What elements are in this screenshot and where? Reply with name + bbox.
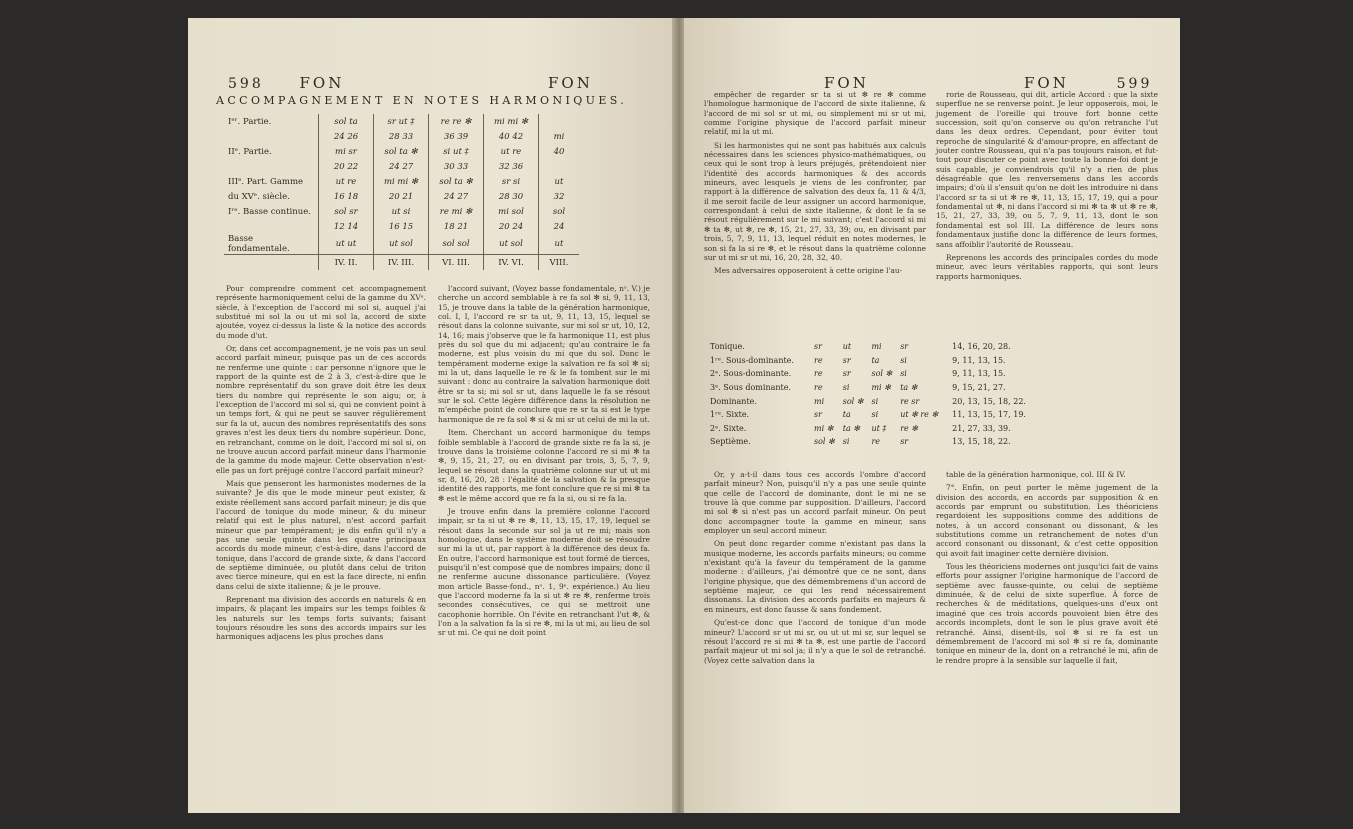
table-cell: 40 42	[484, 129, 539, 144]
table-row	[224, 159, 579, 174]
table-cell: mi sr	[319, 144, 374, 159]
table-cell: 9, 15, 21, 27.	[952, 383, 1006, 393]
table-cell: mi	[539, 129, 580, 144]
table-cell: ut	[842, 342, 852, 352]
table-cell: 12 14	[319, 219, 374, 234]
table-cell: 20 24	[484, 219, 539, 234]
row-label: 2ᵉ. Sous-dominante.	[710, 369, 792, 379]
row-label: 3ᵉ. Sous dominante.	[710, 383, 792, 393]
paragraph: Pour comprendre comment cet accompagnement représente harmoniquement celui de la gamme du XVᵉ. siècle, à l'exception de l'accord mi sol si, auquel j'ai substitué mi sol la ou ut mi sol la, accord de sixte ajoutée, voyez ci-dessus la liste & la notice des accords du mode d'ut.	[216, 284, 426, 340]
row-label	[224, 219, 319, 234]
table-cell: ut	[539, 174, 580, 189]
paragraph: empêcher de regarder sr ta si ut ✻ re ✻ comme l'homologue harmonique de l'accord de sixte italienne, & l'accord de mi sol sr ut mi, ou simplement mi sr ut mi, comme l'origine physique de l'accord parfait mineur relatif, mi la ut mi.	[704, 90, 926, 137]
row-label: Dominante.	[710, 396, 757, 406]
table-row	[224, 114, 579, 129]
table-cell: sr si	[484, 174, 539, 189]
table-cell: 20, 13, 15, 18, 22.	[952, 396, 1026, 406]
table-cell: ut si	[374, 204, 429, 219]
paragraph: Si les harmonistes qui ne sont pas habitués aux calculs nécessaires dans les sciences physico-mathématiques, ou ceux qui le sont trop à leurs préjugés, prétendoient nier l'identité des accords harmoniques & des accords mineurs, avec lesquels je viens de les confronter, par rapport à la différence de salvation des deux fa, 11 & 4/3, il me seroit facile de leur assigner un accord harmonique, correspondant à celui de sixte italienne, & dont le fa se résout régulièrement sur le mi suivant; c'est l'accord si mi ✻ ta ✻, ut ✻, re ✻, 15, 21, 27, 33, 39; ou, en divisant par trois, 5, 7, 9, 11, 13, lequel réduit en notes modernes, le son si fa la si re ✻, et le résout dans la quatrième colonne sur ut mi sr ut mi, 16, 20, 28, 32, 40.	[704, 140, 926, 262]
table-cell: 9, 11, 13, 15.	[952, 355, 1006, 365]
paragraph: Or, y a-t-il dans tous ces accords l'ombre d'accord parfait mineur? Non, puisqu'il n'y a pas une seule quinte que celle de l'accord de dominante, dont le mi ne se trouve là que comme par supposition. D'ailleurs, l'accord mi sol ✻ si n'est pas un accord parfait mineur. On peut donc accompagner toute la gamme en mineur, sans employer un seul accord mineur.	[704, 470, 926, 536]
table-cell: 24 26	[319, 129, 374, 144]
table-row	[706, 435, 1030, 449]
table-row	[224, 219, 579, 234]
row-label: Tonique.	[710, 342, 745, 352]
table-cell: mi mi ✻	[484, 114, 539, 129]
text-column	[216, 284, 426, 646]
table-cell: sol sol	[429, 234, 484, 255]
table-cell: 32 36	[484, 159, 539, 174]
table-cell: IV. VI.	[484, 255, 539, 271]
table-cell: ut ✻ re ✻	[900, 410, 939, 420]
paragraph: Qu'est-ce donc que l'accord de tonique d'un mode mineur? L'accord sr ut mi sr, ou ut ut mi sr, sur lequel se résout l'accord re si mi ✻ ta ✻, est une partie de l'accord parfait majeur ut mi sol ja; il n'y a que le sol de retranché. (Voyez cette salvation dans la	[704, 618, 926, 665]
row-label	[224, 129, 319, 144]
table-row	[224, 255, 579, 271]
paragraph: l'accord suivant, (Voyez basse fondamentale, nᵒ. V.) je cherche un accord semblable à re fa sol ✻ si, 9, 11, 13, 15, je trouve dans la table de la génération harmonique, col. I, I, l'accord re sr ta ut, 9, 11, 13, 15, lequel se résout dans la colonne suivante, sur mi sol sr ut, 10, 12, 14, 16; mais j'observe que le fa harmonique 11, est plus près du sol que du mi adjacent; qu'au contraire le fa moderne, est plus voisin du mi que du sol. Donc le tempérament moderne exige la salvation re fa sol ✻ si; mi la ut, dans laquelle le re & le fa tombent sur le mi suivant : donc au contraire la salvation harmonique doit être sr ta si; mi sol sr ut, dans laquelle le fa se résout sur le sol. Cette légère différence dans la résolution ne m'empêche point de conclure que re sr ta si est le type harmonique de re fa sol ✻ si & mi sr ut celui de mi la ut.	[438, 284, 650, 424]
table-cell: ut sol	[484, 234, 539, 255]
table-cell: sol sr	[319, 204, 374, 219]
row-label: IIIᵉ. Part. Gamme	[228, 176, 304, 187]
table-cell: si	[871, 410, 879, 420]
table-cell: 14, 16, 20, 28.	[952, 342, 1011, 352]
table-cell: sr	[814, 342, 822, 352]
table-cell: 20 22	[319, 159, 374, 174]
table-row	[706, 354, 1030, 368]
left-page	[188, 18, 674, 813]
table-cell: re mi ✻	[429, 204, 484, 219]
table-cell: 32	[539, 189, 580, 204]
running-head: FON	[548, 74, 593, 92]
table-cell: re	[814, 369, 823, 379]
table-cell: mi ✻	[871, 383, 891, 393]
table-cell: re sr	[900, 396, 920, 406]
table-cell: mi	[871, 342, 882, 352]
table-cell: si ut ‡	[429, 144, 484, 159]
table-row	[224, 204, 579, 219]
table-cell: 24 27	[374, 159, 429, 174]
table-cell: ta ✻	[842, 423, 860, 433]
paragraph: On peut donc regarder comme n'existant pas dans la musique moderne, les accords parfaits mineurs; ou comme n'existant qu'à la faveur du tempérament de la gamme moderne : d'ailleurs, j'ai démontré que ce ne sont, dans l'origine physique, que des démembremens d'un accord de septième majeur, ce qui les rend nécessairement dissonans. La division des accords parfaits en majeurs & en mineurs, est donc fausse & sans fondement.	[704, 539, 926, 614]
table-cell: 16 18	[319, 189, 374, 204]
table-cell: sol ta ✻	[429, 174, 484, 189]
table-row	[706, 367, 1030, 381]
table-cell: re	[814, 355, 823, 365]
table-row	[706, 340, 1030, 354]
paragraph: Mais que penseront les harmonistes modernes de la suivante? Je dis que le mode mineur peut exister, & existe réellement sans accord parfait mineur; je dis que l'accord de tonique du mode mineur, & du mineur relatif qui est le plus naturel, n'est accord parfait mineur que par tempérament; je dis enfin qu'il n'y a pas une seule quinte dans les quatre principaux accords du mode mineur, c'est-à-dire, dans l'accord de tonique, dans l'accord de grande sixte, & dans l'accord de septième diminuée, ou plutôt dans celui de triton avec tierce mineure, qui en est la face directe, ni enfin dans celui de sixte italienne; & je le prouve.	[216, 478, 426, 591]
row-label: Iʳᵉ. Basse continue.	[228, 206, 311, 217]
table-cell: ut ut	[319, 234, 374, 255]
table-cell: ut re	[484, 144, 539, 159]
row-label: du XVᵉ. siècle.	[228, 191, 290, 202]
table-cell: re re ✻	[429, 114, 484, 129]
table-cell: 20 21	[374, 189, 429, 204]
table-cell: mi ✻	[814, 423, 834, 433]
table-cell: 24 27	[429, 189, 484, 204]
table-cell: si	[842, 437, 850, 447]
paragraph: Tous les théoriciens modernes ont jusqu'ici fait de vains efforts pour assigner l'origine harmonique de l'accord de septième avec fausse-quinte, ou celui de septième diminuée, & de celui de sixte superflue. À force de recherches & de méditations, quelques-uns d'eux ont imaginé que ces trois accords pouvoient bien être des accords incomplets, dont le son le plus grave avoit été retranché. Ainsi, disent-ils, sol ✻ si re fa est un démembrement de l'accord mi sol ✻ si re fa, dominante tonique en mineur de la, dont on a retranché le mi, afin de le rendre propre à la sensible sur laquelle il fait,	[936, 562, 1158, 665]
table-row	[706, 381, 1030, 395]
table-cell: 9, 11, 13, 15.	[952, 369, 1006, 379]
table-row	[224, 234, 579, 255]
chord-table	[706, 340, 1030, 449]
right-page	[684, 18, 1180, 813]
page-number: 598	[228, 76, 264, 92]
paragraph: Je trouve enfin dans la première colonne l'accord impair, sr ta si ut ✻ re ✻, 11, 13, 15, 17, 19, lequel se résout dans la seconde sur sol ja ut re mi; mais son homologue, dans le système moderne doit se résoudre sur mi la ut ut, par rapport à la différence des deux fa. En outre, l'accord harmonique est tout formé de tierces, puisqu'il n'est composé que de nombres impairs; donc il ne renferme aucune dissonance particulière. (Voyez mon article Basse-fond., nᵒ. 1, 9ᵉ. expérience.) Au lieu que l'accord moderne fa la si ut ✻ re ✻, renferme trois secondes consécutives, ce qui se mettroit une cacophonie horrible. On l'évite en retranchant l'ut ✻, & l'on a la salvation fa la si re ✻, mi la ut mi, au lieu de sol sr ut mi. Ce qui ne doit point	[438, 506, 650, 638]
table-cell: sr ut ‡	[374, 114, 429, 129]
table-row	[224, 189, 579, 204]
table-cell: sol ✻	[842, 396, 864, 406]
paragraph: Mes adversaires opposeroient à cette origine l'au-	[714, 266, 903, 276]
table-cell: ta	[871, 355, 880, 365]
table-cell: mi	[814, 396, 825, 406]
row-label	[224, 255, 319, 271]
row-label: Iᵉʳ. Partie.	[228, 116, 272, 127]
table-row	[706, 408, 1030, 422]
table-cell: 16 15	[374, 219, 429, 234]
table-cell: ut re	[319, 174, 374, 189]
table-cell: 40	[539, 144, 580, 159]
table-cell: ut ‡	[871, 423, 887, 433]
table-cell: si	[842, 383, 850, 393]
table-cell: 28 33	[374, 129, 429, 144]
table-cell: sol ✻	[871, 369, 893, 379]
table-row	[224, 129, 579, 144]
table-cell: IV. III.	[374, 255, 429, 271]
text-column	[936, 470, 1158, 669]
table-cell: 24	[539, 219, 580, 234]
table-cell: sol ta ✻	[374, 144, 429, 159]
paragraph: Item. Cherchant un accord harmonique du temps foible semblable à l'accord de grande sixte re fa la si, je trouve dans la troisième colonne l'accord re si mi ✻ ta ✻, 9, 15, 21, 27, ou en divisant par trois, 3, 5, 7, 9, lequel se résout dans la quatrième colonne sur ut ut mi sr, 8, 16, 20, 28 : l'égalité de la salvation & la presque identité des rapports, me font conclure que re si mi ✻ ta ✻ est le même accord que re fa la si, ou si re fa la.	[438, 428, 650, 503]
table-cell: si	[900, 355, 907, 365]
table-cell: sr	[900, 342, 909, 352]
table-cell: sr	[842, 355, 851, 365]
table-cell: ut	[539, 234, 580, 255]
harmony-table	[224, 114, 579, 270]
table-cell: ta	[842, 410, 851, 420]
row-label: 2ᵉ. Sixte.	[710, 423, 747, 433]
row-label: 1ʳᵉ. Sixte.	[710, 410, 750, 420]
paragraph: 7°. Enfin, on peut porter le même jugement de la division des accords, en accords par supposition & en accords par emprunt ou substitution. Les théoriciens regardoient les suppositions comme des additions de notes, à un accord consonant ou dissonant, & les substitutions comme un retranchement de notes d'un accord consonant ou dissonant, & c'est cette opposition qui avoit fait imaginer cette dernière division.	[936, 483, 1158, 558]
paragraph: table de la génération harmonique, col. III & IV.	[946, 470, 1126, 479]
table-row	[224, 144, 579, 159]
table-cell: VIII.	[539, 255, 580, 271]
table-cell: 36 39	[429, 129, 484, 144]
table-cell: sol ta	[319, 114, 374, 129]
table-cell: 28 30	[484, 189, 539, 204]
text-column	[438, 284, 650, 642]
text-column	[936, 90, 1158, 285]
table-row	[224, 174, 579, 189]
row-label: Basse fondamentale.	[228, 234, 290, 254]
row-label: 1ʳᵉ. Sous-dominante.	[710, 355, 794, 365]
table-cell: mi sol	[484, 204, 539, 219]
table-cell: ut sol	[374, 234, 429, 255]
paragraph: Reprenons les accords des principales cordes du mode mineur, avec leurs véritables rapports, qui sont leurs rapports harmoniques.	[936, 252, 1158, 281]
table-cell: IV. II.	[319, 255, 374, 271]
row-label: Septième.	[710, 437, 751, 447]
table-cell: re	[814, 383, 823, 393]
table-cell: VI. III.	[429, 255, 484, 271]
table-cell: sol ✻	[814, 437, 835, 447]
row-label	[224, 159, 319, 174]
row-label: IIᵉ. Partie.	[228, 146, 272, 157]
table-cell: re ✻	[900, 423, 919, 433]
running-head: FON	[299, 74, 345, 92]
table-row	[706, 422, 1030, 436]
paragraph: rorie de Rousseau, qui dit, article Accord : que la sixte superflue ne se renverse point. Je leur opposerois, moi, le jugement de l'oreille qui trouve fort bonne cette succession, soit qu'on conserve ou qu'on retranche l'ut dans les deux ordres. Cependant, pour éviter tout reproche de singularité & d'amour-propre, en affectant de jouter contre Rousseau, qui n'a pas toujours raison, et fut-tout pour discuter ce point avec toute la bonne-foi dont je suis capable, je conviendrois qu'il n'y a rien de plus désagréable que les renversemens dans les accords impairs; d'où il s'ensuit qu'on ne doit les introduire ni dans l'accord sr ta si ut ✻ re ✻, 11, 13, 15, 17, 19, qui a pour fondamental ut ✻, ni dans l'accord si mi ✻ ta ✻ ut ✻ re ✻, 15, 21, 27, 33, 39, ou 5, 7, 9, 11, 13, dont le son fondamental est sol III. La différence de leurs sons fondamentaux justifie donc la différence de leurs formes, sans affoiblir l'autorité de Rousseau.	[936, 90, 1158, 249]
table-cell: 30 33	[429, 159, 484, 174]
table-cell: 18 21	[429, 219, 484, 234]
table-cell: sr	[842, 369, 851, 379]
table-cell: sr	[814, 410, 822, 420]
page-number: 599	[1116, 76, 1153, 92]
page-subhead: ACCOMPAGNEMENT EN NOTES HARMONIQUES.	[216, 94, 628, 107]
table-cell: ta ✻	[900, 383, 918, 393]
table-cell: sr	[900, 437, 909, 447]
paragraph: Or, dans cet accompagnement, je ne vois pas un seul accord parfait mineur, puisque pas un de ces accords ne renferme une quinte : car personne n'ignore que le rapport de la quinte est de 2 à 3, c'est-à-dire que le nombre représentatif du son grave doit être les deux tiers du nombre qui représente le son aigu; or, à l'exception de l'accord mi sol si, qui ne convient point à un temps fort, & qui ne peut se sauver régulièrement sur fa la ut, aucun des nombres représentatifs des sons graves n'est les deux tiers du nombre supérieur. Donc, en retranchant, comme on le doit, l'accord mi sol si, on ne trouve aucun accord parfait mineur dans l'harmonie de la gamme du mode majeur. Cette observation n'est-elle pas un fort préjugé contre l'accord parfait mineur?	[216, 344, 426, 475]
table-cell: si	[900, 369, 907, 379]
table-cell: 11, 13, 15, 17, 19.	[952, 410, 1026, 420]
text-column	[704, 470, 926, 669]
running-head: FON	[824, 74, 869, 92]
running-head: FON	[1024, 74, 1069, 92]
table-cell: re	[871, 437, 881, 447]
table-row	[706, 394, 1030, 408]
table-cell	[539, 114, 580, 129]
table-cell	[539, 159, 580, 174]
paragraph: Reprenant ma division des accords en naturels & en impairs, & plaçant les impairs sur les temps foibles & les naturels sur les temps forts suivants; faisant toujours résoudre les sons des accords impairs sur les harmoniques adjacens les plus proches dans	[216, 595, 426, 642]
table-cell: 21, 27, 33, 39.	[952, 423, 1011, 433]
text-column	[704, 90, 926, 280]
table-cell: mi mi ✻	[374, 174, 429, 189]
table-cell: si	[871, 396, 879, 406]
table-cell: 13, 15, 18, 22.	[952, 437, 1011, 447]
table-cell: sol	[539, 204, 580, 219]
